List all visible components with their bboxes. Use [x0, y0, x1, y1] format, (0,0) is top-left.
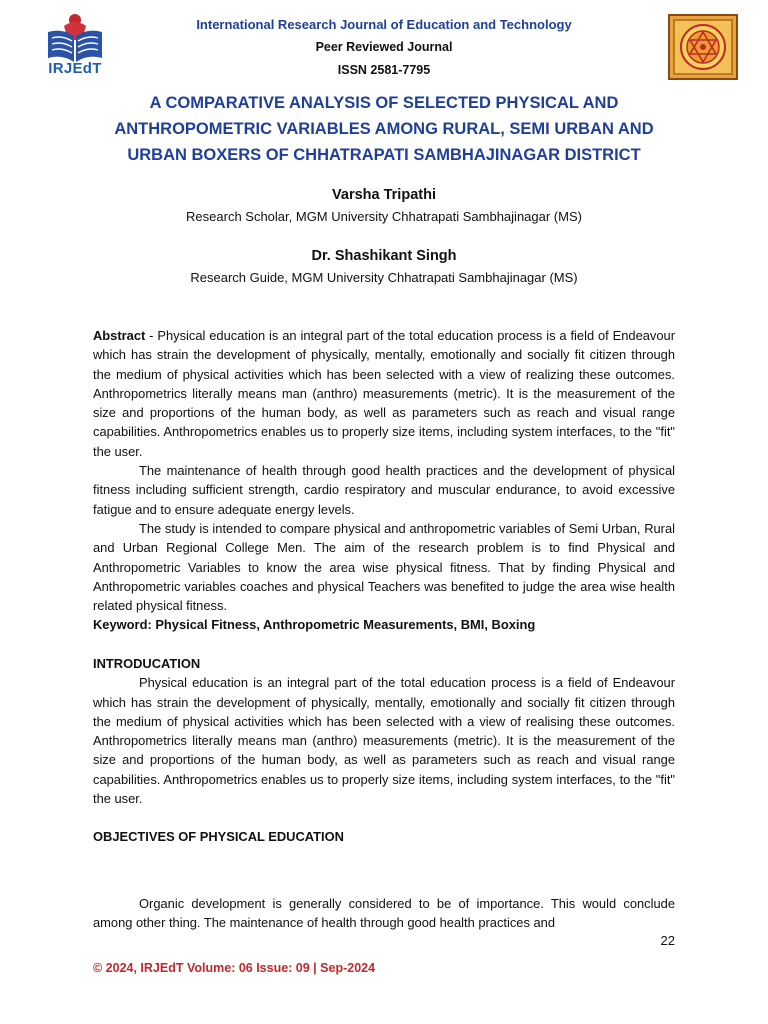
copyright-footer: © 2024, IRJEdT Volume: 06 Issue: 09 | Sep-2024 [93, 961, 376, 975]
objectives-heading-block [93, 827, 675, 846]
author-affiliation: Research Scholar, MGM University Chhatrapati Sambhajinagar (MS) [186, 209, 582, 224]
keywords-label: Keyword: [93, 617, 152, 633]
abstract-paragraph: The maintenance of health through good health practices and the development of physical fitness including sufficient strength, cardio respiratory and muscular endurance, to avoid excessive fatigue and to ensure adequate energy levels. [93, 463, 675, 517]
abstract-section [93, 326, 675, 635]
issn-label: ISSN 2581-7795 [337, 63, 431, 77]
section-heading: INTRODUCATION [93, 656, 201, 671]
introduction-section [93, 654, 675, 808]
peer-reviewed-label: Peer Reviewed Journal [315, 40, 453, 54]
author-name: Varsha Tripathi [332, 187, 436, 203]
author-affiliation: Research Guide, MGM University Chhatrapati Sambhajinagar (MS) [190, 270, 578, 285]
logo-text: IRJEdT [48, 60, 102, 77]
abstract-text: - Physical education is an integral part of the total education process is a field of Endeavour which has strain the development of physically, mentally, emotionally and socially fit citizen through the medium of physical activities which has been selected with a view of realizing these outcomes. Anthropometrics literally means man (anthro) measurements (metric). It is the measurement of the size and proportions of the human body, as well as parameters such as reach and visual range capabilities. Anthropometrics enables us to properly size items, including system interfaces, to the "fit" the user. [93, 328, 675, 459]
page-number: 22 [660, 933, 675, 948]
abstract-paragraph: The study is intended to compare physical and anthropometric variables of Semi Urban, Rural and Urban Regional College Men. The aim of the research problem is to find Physical and Anthropometric Variables to know the area wise physical fitness. That by finding Physical and Anthropometric variables coaches and physical Teachers was benefited to judge the area wise health related physical fitness. [93, 520, 675, 614]
abstract-label: Abstract [93, 328, 146, 343]
keywords-line [93, 615, 675, 634]
paper-title [80, 90, 688, 168]
introduction-paragraph: Physical education is an integral part of the total education process is a field of Endeavour which has strain the development of physically, mentally, emotionally and socially fit citizen through the medium of physical activities which has been selected with a view of realising these outcomes. Anthropometrics literally means man (anthro) measurements (metric). It is the measurement of the size and proportions of the human body, as well as parameters such as reach and visual range capabilities. Anthropometrics enables us to properly size items, including system interfaces, to the "fit" the user. [93, 675, 675, 807]
title-line: URBAN BOXERS OF CHHATRAPATI SAMBHAJINAGAR DISTRICT [127, 146, 641, 164]
abstract-paragraph [93, 326, 675, 461]
journal-name: International Research Journal of Education and Technology [196, 17, 572, 32]
objectives-paragraph: Organic development is generally considered to be of importance. This would conclude among other thing. The maintenance of health through good health practices and [93, 896, 675, 931]
author-name: Dr. Shashikant Singh [311, 248, 457, 264]
keywords-text: Physical Fitness, Anthropometric Measurements, BMI, Boxing [151, 617, 536, 633]
title-line: ANTHROPOMETRIC VARIABLES AMONG RURAL, SEMI URBAN AND [114, 120, 654, 138]
objectives-section [93, 894, 675, 933]
title-line: A COMPARATIVE ANALYSIS OF SELECTED PHYSICAL AND [149, 94, 619, 112]
section-heading: OBJECTIVES OF PHYSICAL EDUCATION [93, 829, 344, 844]
